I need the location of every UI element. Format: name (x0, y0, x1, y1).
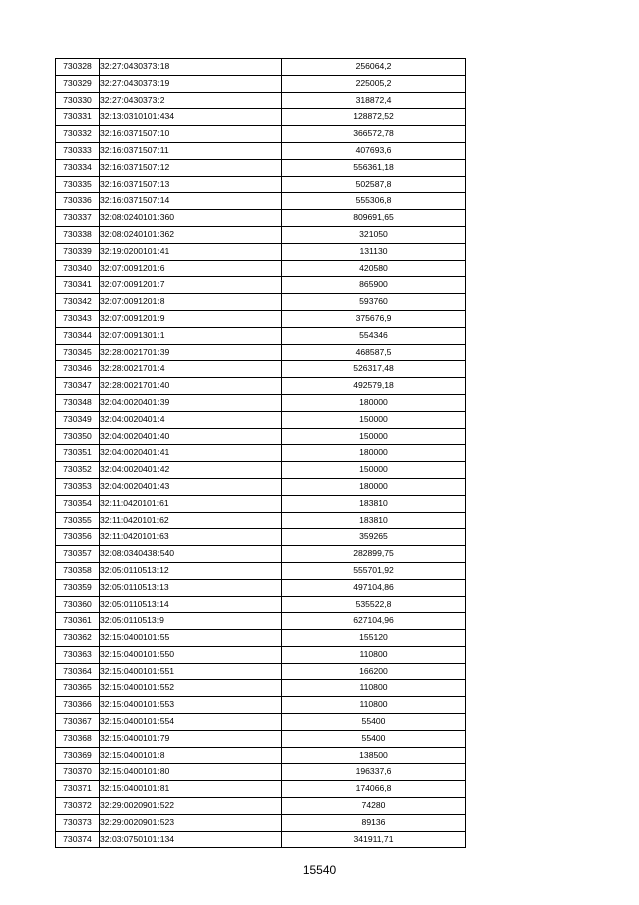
table-row (56, 579, 466, 596)
row-number-cell: 730350 (56, 428, 100, 445)
row-number-cell: 730337 (56, 210, 100, 227)
row-number-cell: 730336 (56, 193, 100, 210)
cadastral-number-cell: 32:07:0091201:6 (100, 260, 282, 277)
table-row (56, 445, 466, 462)
cadastral-number-cell: 32:28:0021701:4 (100, 361, 282, 378)
value-cell: 166200 (282, 663, 466, 680)
cadastral-number-cell: 32:15:0400101:80 (100, 764, 282, 781)
row-number-cell: 730371 (56, 781, 100, 798)
value-cell: 468587,5 (282, 344, 466, 361)
table-row (56, 243, 466, 260)
value-cell: 110800 (282, 697, 466, 714)
value-cell: 554346 (282, 327, 466, 344)
value-cell: 110800 (282, 646, 466, 663)
row-number-cell: 730338 (56, 226, 100, 243)
cadastral-number-cell: 32:15:0400101:55 (100, 630, 282, 647)
row-number-cell: 730359 (56, 579, 100, 596)
table-row (56, 495, 466, 512)
table-row (56, 193, 466, 210)
table-row (56, 176, 466, 193)
value-cell: 359265 (282, 529, 466, 546)
table-row (56, 428, 466, 445)
table-row (56, 159, 466, 176)
cadastral-value-table (55, 58, 466, 848)
table-row (56, 361, 466, 378)
row-number-cell: 730356 (56, 529, 100, 546)
cadastral-number-cell: 32:07:0091201:7 (100, 277, 282, 294)
cadastral-number-cell: 32:04:0020401:41 (100, 445, 282, 462)
cadastral-number-cell: 32:27:0430373:18 (100, 59, 282, 76)
value-cell: 555306,8 (282, 193, 466, 210)
row-number-cell: 730340 (56, 260, 100, 277)
cadastral-number-cell: 32:16:0371507:14 (100, 193, 282, 210)
page-number: 15540 (302, 863, 337, 877)
table-row (56, 546, 466, 563)
table-row (56, 126, 466, 143)
value-cell: 131130 (282, 243, 466, 260)
row-number-cell: 730366 (56, 697, 100, 714)
row-number-cell: 730344 (56, 327, 100, 344)
row-number-cell: 730373 (56, 814, 100, 831)
table-row (56, 714, 466, 731)
cadastral-number-cell: 32:11:0420101:63 (100, 529, 282, 546)
table-row (56, 730, 466, 747)
row-number-cell: 730347 (56, 378, 100, 395)
cadastral-number-cell: 32:15:0400101:554 (100, 714, 282, 731)
value-cell: 375676,9 (282, 310, 466, 327)
row-number-cell: 730351 (56, 445, 100, 462)
table-row (56, 747, 466, 764)
cadastral-number-cell: 32:08:0240101:360 (100, 210, 282, 227)
cadastral-number-cell: 32:29:0020901:523 (100, 814, 282, 831)
table-row (56, 512, 466, 529)
row-number-cell: 730369 (56, 747, 100, 764)
cadastral-number-cell: 32:08:0240101:362 (100, 226, 282, 243)
cadastral-number-cell: 32:11:0420101:61 (100, 495, 282, 512)
value-cell: 89136 (282, 814, 466, 831)
row-number-cell: 730364 (56, 663, 100, 680)
cadastral-number-cell: 32:27:0430373:19 (100, 75, 282, 92)
table-row (56, 277, 466, 294)
value-cell: 174066,8 (282, 781, 466, 798)
table-row (56, 411, 466, 428)
row-number-cell: 730374 (56, 831, 100, 848)
value-cell: 150000 (282, 462, 466, 479)
cadastral-number-cell: 32:16:0371507:10 (100, 126, 282, 143)
table-row (56, 646, 466, 663)
value-cell: 110800 (282, 680, 466, 697)
value-cell: 556361,18 (282, 159, 466, 176)
value-cell: 282899,75 (282, 546, 466, 563)
cadastral-number-cell: 32:05:0110513:13 (100, 579, 282, 596)
value-cell: 256064,2 (282, 59, 466, 76)
value-cell: 555701,92 (282, 562, 466, 579)
value-cell: 809691,65 (282, 210, 466, 227)
row-number-cell: 730368 (56, 730, 100, 747)
row-number-cell: 730363 (56, 646, 100, 663)
table-row (56, 226, 466, 243)
row-number-cell: 730339 (56, 243, 100, 260)
row-number-cell: 730342 (56, 294, 100, 311)
cadastral-number-cell: 32:27:0430373:2 (100, 92, 282, 109)
cadastral-number-cell: 32:04:0020401:43 (100, 478, 282, 495)
row-number-cell: 730365 (56, 680, 100, 697)
table-row (56, 294, 466, 311)
table-row (56, 781, 466, 798)
row-number-cell: 730361 (56, 613, 100, 630)
table-row (56, 562, 466, 579)
cadastral-number-cell: 32:04:0020401:39 (100, 394, 282, 411)
table-body (56, 59, 466, 848)
row-number-cell: 730358 (56, 562, 100, 579)
value-cell: 150000 (282, 411, 466, 428)
cadastral-number-cell: 32:07:0091201:9 (100, 310, 282, 327)
row-number-cell: 730367 (56, 714, 100, 731)
cadastral-number-cell: 32:15:0400101:79 (100, 730, 282, 747)
row-number-cell: 730343 (56, 310, 100, 327)
table-row (56, 596, 466, 613)
value-cell: 497104,86 (282, 579, 466, 596)
value-cell: 180000 (282, 394, 466, 411)
table-row (56, 680, 466, 697)
row-number-cell: 730329 (56, 75, 100, 92)
value-cell: 183810 (282, 495, 466, 512)
table-row (56, 378, 466, 395)
cadastral-number-cell: 32:07:0091301:1 (100, 327, 282, 344)
table-row (56, 462, 466, 479)
row-number-cell: 730354 (56, 495, 100, 512)
value-cell: 341911,71 (282, 831, 466, 848)
table-row (56, 59, 466, 76)
table-row (56, 109, 466, 126)
cadastral-number-cell: 32:04:0020401:42 (100, 462, 282, 479)
cadastral-number-cell: 32:05:0110513:14 (100, 596, 282, 613)
value-cell: 180000 (282, 478, 466, 495)
cadastral-number-cell: 32:07:0091201:8 (100, 294, 282, 311)
value-cell: 535522,8 (282, 596, 466, 613)
row-number-cell: 730348 (56, 394, 100, 411)
value-cell: 366572,78 (282, 126, 466, 143)
cadastral-number-cell: 32:16:0371507:12 (100, 159, 282, 176)
cadastral-number-cell: 32:15:0400101:551 (100, 663, 282, 680)
table-row (56, 613, 466, 630)
row-number-cell: 730341 (56, 277, 100, 294)
table-row (56, 663, 466, 680)
cadastral-number-cell: 32:04:0020401:40 (100, 428, 282, 445)
value-cell: 502587,8 (282, 176, 466, 193)
cadastral-number-cell: 32:04:0020401:4 (100, 411, 282, 428)
row-number-cell: 730332 (56, 126, 100, 143)
row-number-cell: 730333 (56, 142, 100, 159)
value-cell: 492579,18 (282, 378, 466, 395)
value-cell: 138500 (282, 747, 466, 764)
value-cell: 196337,6 (282, 764, 466, 781)
cadastral-number-cell: 32:15:0400101:8 (100, 747, 282, 764)
value-cell: 225005,2 (282, 75, 466, 92)
value-cell: 74280 (282, 798, 466, 815)
table-row (56, 394, 466, 411)
table-row (56, 92, 466, 109)
cadastral-number-cell: 32:08:0340438:540 (100, 546, 282, 563)
row-number-cell: 730370 (56, 764, 100, 781)
row-number-cell: 730335 (56, 176, 100, 193)
table-row (56, 697, 466, 714)
value-cell: 526317,48 (282, 361, 466, 378)
row-number-cell: 730353 (56, 478, 100, 495)
row-number-cell: 730330 (56, 92, 100, 109)
cadastral-number-cell: 32:28:0021701:40 (100, 378, 282, 395)
table-row (56, 831, 466, 848)
table-row (56, 260, 466, 277)
value-cell: 155120 (282, 630, 466, 647)
table-row (56, 814, 466, 831)
cadastral-number-cell: 32:03:0750101:134 (100, 831, 282, 848)
table-row (56, 210, 466, 227)
row-number-cell: 730352 (56, 462, 100, 479)
table-row (56, 529, 466, 546)
table-row (56, 798, 466, 815)
value-cell: 150000 (282, 428, 466, 445)
table-row (56, 142, 466, 159)
row-number-cell: 730362 (56, 630, 100, 647)
cadastral-number-cell: 32:19:0200101:41 (100, 243, 282, 260)
row-number-cell: 730349 (56, 411, 100, 428)
value-cell: 128872,52 (282, 109, 466, 126)
cadastral-number-cell: 32:15:0400101:550 (100, 646, 282, 663)
cadastral-number-cell: 32:13:0310101:434 (100, 109, 282, 126)
table-row (56, 478, 466, 495)
cadastral-number-cell: 32:15:0400101:552 (100, 680, 282, 697)
cadastral-number-cell: 32:28:0021701:39 (100, 344, 282, 361)
row-number-cell: 730334 (56, 159, 100, 176)
row-number-cell: 730346 (56, 361, 100, 378)
row-number-cell: 730355 (56, 512, 100, 529)
cadastral-number-cell: 32:15:0400101:553 (100, 697, 282, 714)
value-cell: 407693,6 (282, 142, 466, 159)
value-cell: 593760 (282, 294, 466, 311)
row-number-cell: 730331 (56, 109, 100, 126)
row-number-cell: 730357 (56, 546, 100, 563)
value-cell: 55400 (282, 730, 466, 747)
value-cell: 318872,4 (282, 92, 466, 109)
cadastral-number-cell: 32:05:0110513:12 (100, 562, 282, 579)
row-number-cell: 730345 (56, 344, 100, 361)
value-cell: 627104,96 (282, 613, 466, 630)
table-row (56, 75, 466, 92)
value-cell: 55400 (282, 714, 466, 731)
cadastral-number-cell: 32:29:0020901:522 (100, 798, 282, 815)
table-row (56, 327, 466, 344)
table-row (56, 310, 466, 327)
table-row (56, 764, 466, 781)
cadastral-number-cell: 32:16:0371507:13 (100, 176, 282, 193)
value-cell: 321050 (282, 226, 466, 243)
table-row (56, 344, 466, 361)
cadastral-number-cell: 32:05:0110513:9 (100, 613, 282, 630)
value-cell: 420580 (282, 260, 466, 277)
row-number-cell: 730360 (56, 596, 100, 613)
value-cell: 183810 (282, 512, 466, 529)
table-row (56, 630, 466, 647)
value-cell: 180000 (282, 445, 466, 462)
cadastral-number-cell: 32:15:0400101:81 (100, 781, 282, 798)
value-cell: 865900 (282, 277, 466, 294)
cadastral-number-cell: 32:11:0420101:62 (100, 512, 282, 529)
cadastral-number-cell: 32:16:0371507:11 (100, 142, 282, 159)
row-number-cell: 730328 (56, 59, 100, 76)
row-number-cell: 730372 (56, 798, 100, 815)
